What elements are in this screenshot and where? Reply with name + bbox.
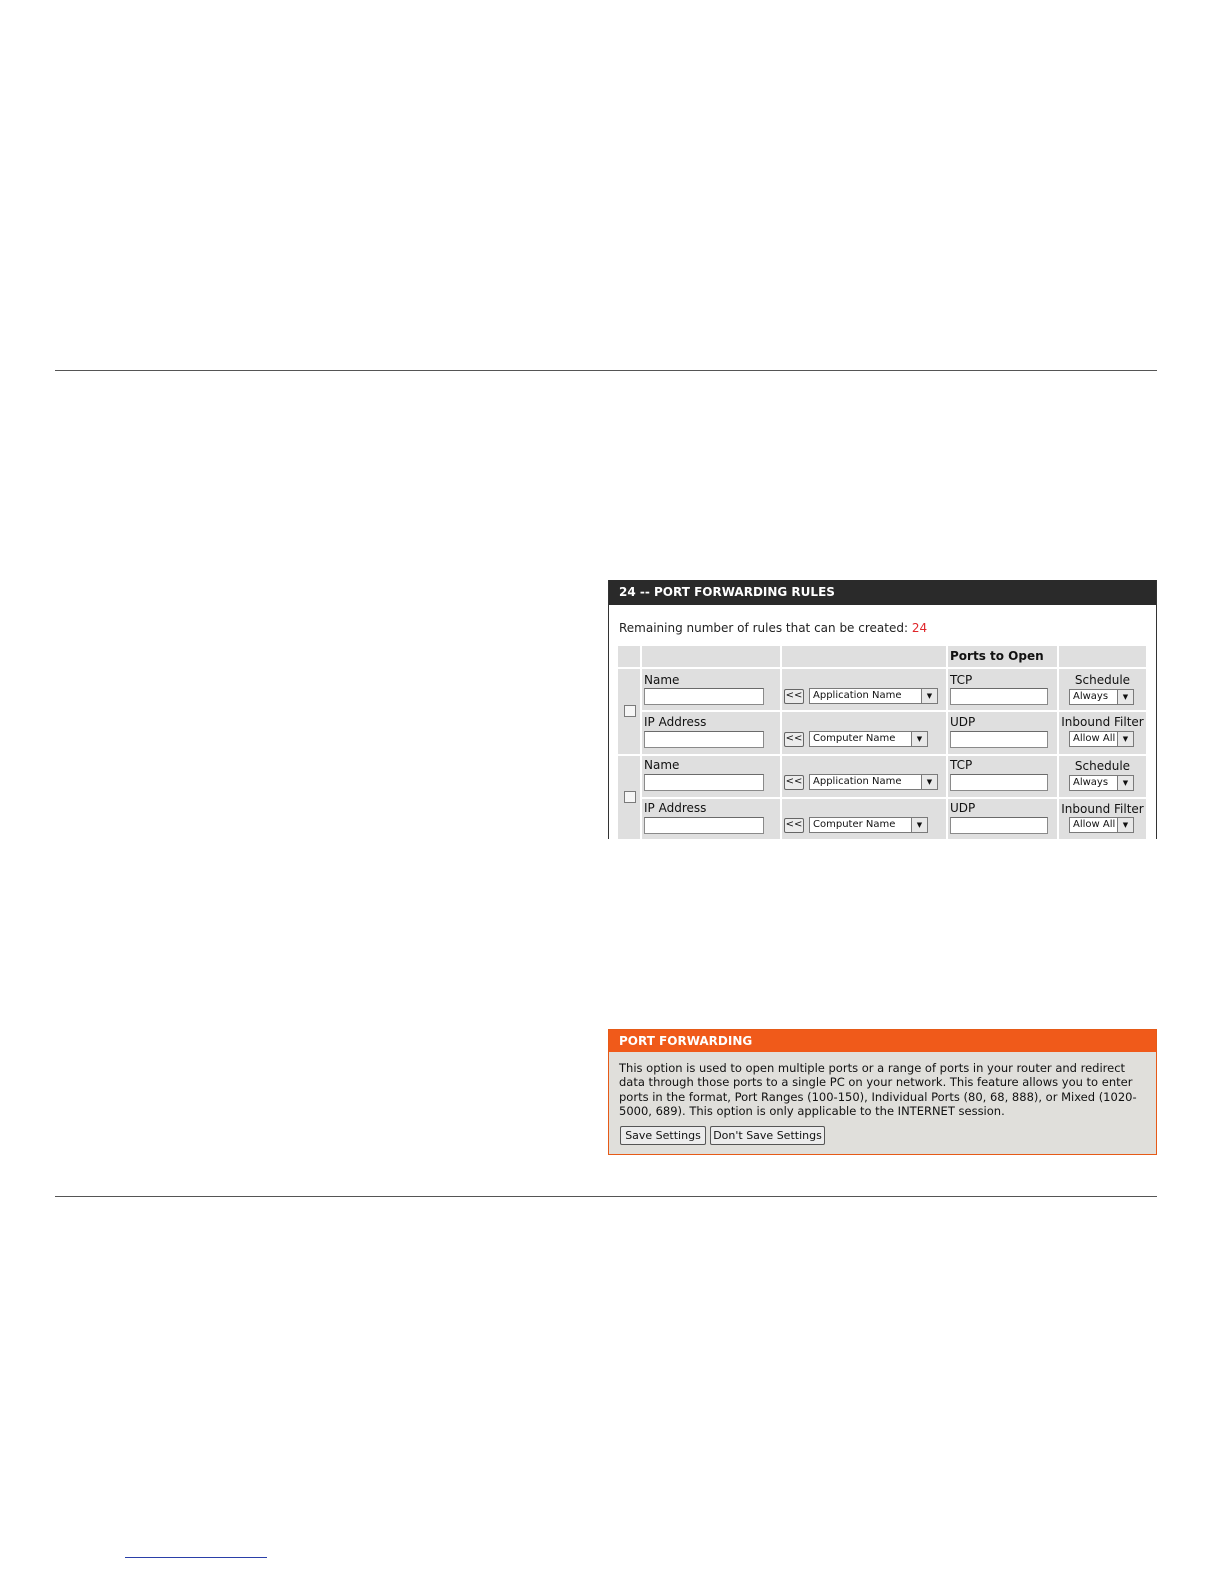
rule-1-udp-input[interactable] (950, 731, 1048, 748)
rule-1-computer-cell (782, 712, 946, 754)
rule-2-schedule-cell (1059, 756, 1146, 797)
rule-2-ip-input[interactable] (644, 817, 764, 834)
rule-1-udp-cell (948, 712, 1057, 754)
rule-1-inbound-label: Inbound Filter (1061, 715, 1144, 729)
rule-2-computer-copy-button[interactable]: << (784, 818, 804, 833)
rule-2-checkbox-cell (618, 756, 640, 839)
rule-2-tcp-label: TCP (950, 758, 973, 772)
chevron-down-icon: ▼ (1117, 818, 1133, 832)
rule-1-schedule-label: Schedule (1074, 673, 1131, 687)
rule-1-inbound-select[interactable] (1069, 731, 1134, 747)
rule-1-tcp-label: TCP (950, 673, 973, 687)
chevron-down-icon: ▼ (911, 818, 927, 832)
rule-2-application-select[interactable] (809, 774, 938, 790)
port-forwarding-rules-panel (608, 580, 1157, 839)
rule-1-application-select[interactable] (809, 688, 938, 704)
footer-link-underline (125, 1557, 267, 1558)
rule-1-application-copy-button[interactable]: << (784, 689, 804, 704)
info-panel-description: This option is used to open multiple ports or a range of ports in your router and redirect data through those ports to a single PC on your network. This feature allows you to enter ports in the format, Port Ranges (100-150), Individual Ports (80, 68, 888), or Mixed (1020-5000, 689). This option is only applicable to the INTERNET session. (619, 1061, 1137, 1118)
rule-2-udp-input[interactable] (950, 817, 1048, 834)
rule-1-inbound-cell (1059, 712, 1146, 754)
header-cell-select (782, 646, 946, 667)
rule-1-enable-checkbox[interactable] (624, 705, 636, 717)
remaining-rules-count: 24 (911, 621, 928, 635)
rule-2-computer-select[interactable] (809, 817, 928, 833)
remaining-rules-text (619, 621, 927, 635)
rule-1-schedule-value: Always (1073, 691, 1109, 702)
info-panel-title: PORT FORWARDING (609, 1030, 1156, 1052)
rule-1-application-cell (782, 669, 946, 710)
rule-2-udp-cell (948, 799, 1057, 839)
rule-2-inbound-cell (1059, 799, 1146, 839)
dont-save-settings-button[interactable]: Don't Save Settings (710, 1126, 825, 1145)
rule-1-name-input[interactable] (644, 688, 764, 705)
chevron-down-icon: ▼ (911, 732, 927, 746)
rule-2-enable-checkbox[interactable] (624, 791, 636, 803)
rule-1-ip-cell (642, 712, 780, 754)
rule-1-name-cell (642, 669, 780, 710)
rule-1-computer-select-value: Computer Name (813, 733, 896, 744)
rule-2-name-input[interactable] (644, 774, 764, 791)
chevron-down-icon: ▼ (921, 689, 937, 703)
header-cell-checkbox (618, 646, 640, 667)
rule-2-name-cell (642, 756, 780, 797)
rule-2-application-cell (782, 756, 946, 797)
rule-1-computer-select[interactable] (809, 731, 928, 747)
rule-1-inbound-value: Allow All (1073, 733, 1116, 744)
rule-2-application-select-value: Application Name (813, 776, 902, 787)
chevron-down-icon: ▼ (1117, 732, 1133, 746)
rule-2-application-copy-button[interactable]: << (784, 775, 804, 790)
rule-1-udp-label: UDP (950, 715, 976, 729)
rule-1-application-select-value: Application Name (813, 690, 902, 701)
rule-2-udp-label: UDP (950, 801, 976, 815)
rule-2-schedule-select[interactable] (1069, 775, 1134, 791)
rule-2-tcp-input[interactable] (950, 774, 1048, 791)
rule-1-schedule-cell (1059, 669, 1146, 710)
rule-1-checkbox-cell (618, 669, 640, 754)
bottom-divider (55, 1196, 1157, 1197)
rule-2-inbound-label: Inbound Filter (1061, 802, 1144, 816)
rule-2-schedule-label: Schedule (1074, 759, 1131, 773)
remaining-rules-label: Remaining number of rules that can be created: (619, 621, 909, 635)
chevron-down-icon: ▼ (1117, 776, 1133, 790)
header-cell-schedule (1059, 646, 1146, 667)
rule-2-schedule-value: Always (1073, 777, 1109, 788)
chevron-down-icon: ▼ (921, 775, 937, 789)
rule-1-tcp-input[interactable] (950, 688, 1048, 705)
rule-2-ip-cell (642, 799, 780, 839)
rule-1-computer-copy-button[interactable]: << (784, 732, 804, 747)
rule-2-computer-select-value: Computer Name (813, 819, 896, 830)
rules-panel-title: 24 -- PORT FORWARDING RULES (609, 580, 1156, 605)
rule-2-name-label: Name (644, 758, 680, 772)
rule-1-ip-input[interactable] (644, 731, 764, 748)
rule-1-name-label: Name (644, 673, 680, 687)
top-divider (55, 370, 1157, 371)
rule-2-tcp-cell (948, 756, 1057, 797)
rule-2-inbound-select[interactable] (1069, 817, 1134, 833)
save-settings-button[interactable]: Save Settings (620, 1126, 706, 1145)
port-forwarding-info-panel (608, 1029, 1157, 1155)
ports-to-open-label: Ports to Open (950, 649, 1044, 663)
rule-1-ip-label: IP Address (644, 715, 707, 729)
rule-1-schedule-select[interactable] (1069, 689, 1134, 705)
rule-2-ip-label: IP Address (644, 801, 707, 815)
chevron-down-icon: ▼ (1117, 690, 1133, 704)
header-cell-ports (948, 646, 1057, 667)
rule-2-computer-cell (782, 799, 946, 839)
header-cell-name (642, 646, 780, 667)
rule-1-tcp-cell (948, 669, 1057, 710)
rule-2-inbound-value: Allow All (1073, 819, 1116, 830)
